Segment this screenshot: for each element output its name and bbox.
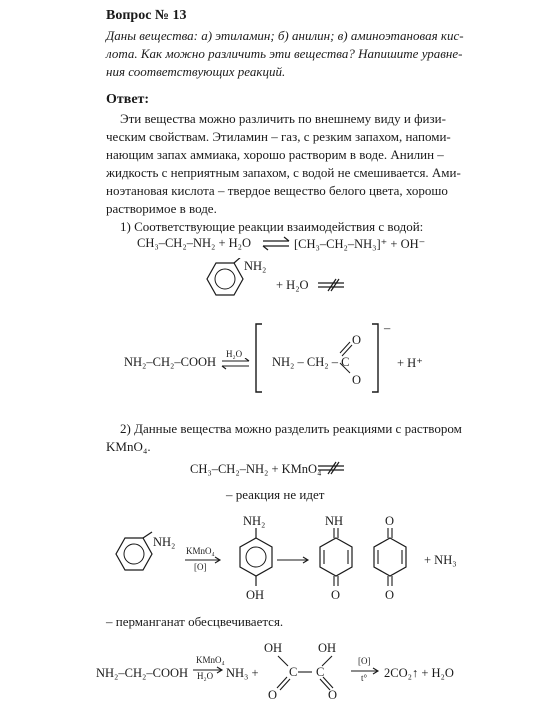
answer-line: нающим запах аммиака, хорошо растворим в воде. Анилин – [106,147,444,162]
anion-charge: – [384,321,391,335]
question-line: ния соответствующих реакций. [106,64,286,79]
question-title: Вопрос № 13 [106,8,187,23]
aniline-nh2-label: NH₂ [244,259,267,273]
answer-title: Ответ: [106,92,150,107]
benzoquinone-ring-icon [360,528,420,590]
no-reaction-arrow-icon [316,277,348,293]
question-text [106,27,476,81]
arrow-label-kmno4: KMnO₄ [196,655,225,665]
atom-o-top: O [352,333,362,347]
quinone-imine-nh: NH [325,514,344,528]
eq5-reactant: NH₂–CH₂–COOH [96,666,189,680]
answer-line: ноэтановая кислота – твердое вещество белого цвета, хорошо [106,183,448,198]
arrow-label-oxidant: [O] [194,562,207,572]
nh3-plus-label: NH₃ + [226,666,259,680]
arrow-label-oxidant: [O] [358,656,371,666]
oxalic-o-left: O [268,688,278,702]
plus-nh3-label: + NH₃ [424,553,457,567]
answer-line: Эти вещества можно различить по внешнему виду и физи- [120,111,446,126]
quinone-imine-ring-icon [306,528,366,590]
atom-o-bottom: O [352,373,362,387]
arrow-label-water: H₂O [197,671,214,681]
reaction-arrow-icon [276,556,310,564]
plus-water-label: + H₂O [276,278,309,292]
oxalic-c-left: C [289,665,298,679]
eq5-products: 2CO₂↑ + H₂O [384,666,454,680]
quinone-imine-o: O [331,588,341,602]
eq3-reactants: CH₃–CH₂–NH₂ + KMnO₄ [190,462,322,476]
section-1-heading: 1) Соответствующие реакции взаимодействия с водой: [120,219,424,234]
equilibrium-arrow-icon [262,236,290,252]
no-reaction-note: – реакция не идет [226,487,325,502]
aminophenol-nh2: NH₂ [243,514,266,528]
eq1-products: [CH₃–CH₂–NH₃]⁺ + OH⁻ [294,237,426,251]
question-line: лота. Как можно различить эти вещества? Напишите уравне- [106,46,463,61]
no-reaction-arrow-icon [316,460,348,476]
section-2-line2: KMnO₄. [106,439,151,454]
benzoquinone-o-top: O [385,514,395,528]
decolor-note: – перманганат обесцвечивается. [106,614,284,629]
glycinate-chain: NH₂ – CH₂ – C [272,355,350,369]
oxalic-o-right: O [328,688,338,702]
oxalic-c-right: C [316,665,325,679]
answer-text [106,110,486,218]
equilibrium-arrow-icon [221,358,251,370]
aniline-nh2-label: NH₂ [153,535,176,549]
aminophenol-oh: OH [246,588,265,602]
arrow-label-temperature: t° [361,673,368,683]
answer-line: ческим свойствам. Этиламин – газ, с резким запахом, напоми- [106,129,451,144]
benzoquinone-o-bottom: O [385,588,395,602]
oxalic-oh-left: OH [264,641,283,655]
oxalic-oh-right: OH [318,641,337,655]
glycine-formula: NH₂–CH₂–COOH [124,355,217,369]
arrow-label-kmno4: KMnO₄ [186,546,215,556]
answer-line: жидкость с неприятным запахом, с водой не смешивается. Ами- [106,165,461,180]
plus-h-label: + H⁺ [397,356,423,370]
question-line: Даны вещества: а) этиламин; б) анилин; в) аминоэтановая кис- [106,28,464,43]
answer-line: растворимое в воде. [106,201,217,216]
section-2-line1: 2) Данные вещества можно разделить реакциями с раствором [120,421,462,436]
eq1-reactants: CH₃–CH₂–NH₂ + H₂O [137,236,252,250]
arrow-label-water: H₂O [226,349,243,359]
